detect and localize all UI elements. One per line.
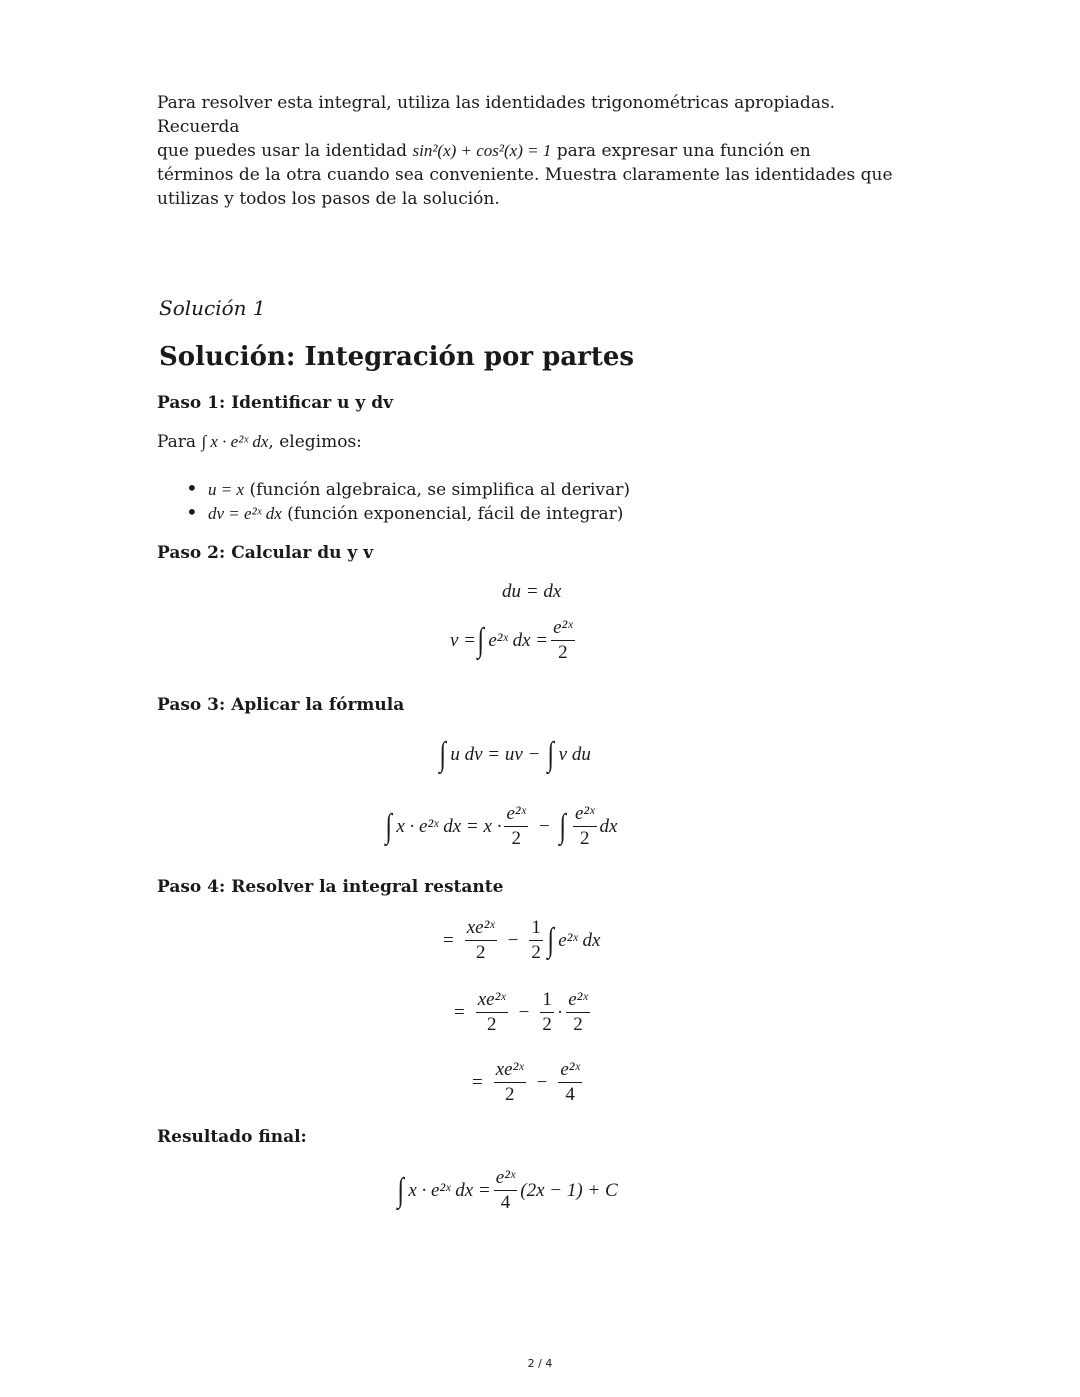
list-item xyxy=(186,476,630,500)
integral-sign: ∫ xyxy=(439,736,446,773)
step-4-heading: Paso 4: Resolver la integral restante xyxy=(157,877,504,897)
fraction xyxy=(465,918,497,963)
fraction xyxy=(566,990,590,1035)
minus-sign: − xyxy=(536,1071,548,1093)
fraction-denominator: 2 xyxy=(531,942,541,963)
fraction-denominator: 2 xyxy=(580,828,590,849)
solution-title: Solución: Integración por partes xyxy=(159,342,635,372)
fraction-denominator: 2 xyxy=(511,828,521,849)
fraction xyxy=(476,990,508,1035)
bullet-text: (función algebraica, se simplifica al derivar) xyxy=(249,480,630,500)
intro-line-1: Para resolver esta integral, utiliza las identidades trigonométricas apropiadas. Recuerda xyxy=(157,93,836,137)
fraction-denominator: 2 xyxy=(573,1014,583,1035)
fraction xyxy=(558,1060,582,1105)
intro-line-2-end: para expresar una función en xyxy=(556,141,811,161)
minus-sign: − xyxy=(518,1001,530,1023)
applied-lhs: x · e²ˣ dx = x · xyxy=(396,815,502,837)
step-1-text xyxy=(157,432,362,452)
equation-applied xyxy=(384,804,617,849)
step-3-heading: Paso 3: Aplicar la fórmula xyxy=(157,695,405,715)
equation-remaining-1 xyxy=(443,918,600,963)
fraction-denominator: 4 xyxy=(565,1084,575,1105)
fraction xyxy=(529,918,543,963)
equation-final xyxy=(396,1168,618,1213)
solution-label: Solución 1 xyxy=(159,296,266,320)
fraction-numerator: e²ˣ xyxy=(504,804,528,827)
fraction-numerator: e²ˣ xyxy=(494,1168,518,1191)
fraction-denominator: 2 xyxy=(475,942,486,963)
bullet-text: (función exponencial, fácil de integrar) xyxy=(287,504,624,524)
formula-lhs: u dv = uv − xyxy=(450,744,541,765)
intro-line-2-start: que puedes usar la identidad xyxy=(157,141,408,161)
fraction-denominator: 2 xyxy=(504,1084,515,1105)
fraction-denominator: 2 xyxy=(486,1014,497,1035)
fraction-numerator: xe²ˣ xyxy=(476,990,508,1013)
equation-du xyxy=(502,581,561,603)
identity-formula: sin²(x) + cos²(x) = 1 xyxy=(412,141,552,160)
fraction-numerator: 1 xyxy=(529,918,543,941)
integral-sign: ∫ xyxy=(547,736,555,773)
equals-sign: = xyxy=(472,1071,483,1093)
step-2-heading: Paso 2: Calcular du y v xyxy=(157,543,374,563)
minus-sign: − xyxy=(507,929,519,951)
formula-rhs: v du xyxy=(558,744,591,765)
minus-sign: − xyxy=(538,815,550,837)
choice-list xyxy=(186,476,630,524)
fraction xyxy=(504,804,528,849)
intro-paragraph xyxy=(157,91,917,211)
equation-parts-formula xyxy=(438,738,591,772)
integral-sign: ∫ xyxy=(397,1171,404,1209)
fraction xyxy=(573,804,597,849)
integral-sign: ∫ xyxy=(547,921,554,959)
fraction-numerator: e²ˣ xyxy=(558,1060,582,1083)
final-result-heading: Resultado final: xyxy=(157,1127,307,1147)
fraction xyxy=(551,618,575,663)
fraction-numerator: e²ˣ xyxy=(566,990,590,1013)
fraction-denominator: 4 xyxy=(500,1192,511,1213)
fraction xyxy=(494,1060,526,1105)
fraction-numerator: e²ˣ xyxy=(573,804,597,827)
v-integrand: e²ˣ dx = xyxy=(488,629,549,651)
final-lhs: x · e²ˣ dx = xyxy=(408,1179,491,1201)
fraction-numerator: e²ˣ xyxy=(551,618,575,641)
step-1-suffix: , elegimos: xyxy=(268,432,362,452)
fraction-denominator: 2 xyxy=(558,642,568,663)
intro-line-3: términos de la otra cuando sea conveniente. Muestra claramente las identidades que xyxy=(157,165,893,185)
step-1-prefix: Para xyxy=(157,432,197,452)
fraction xyxy=(494,1168,518,1213)
bullet-math: u = x xyxy=(208,480,245,499)
dot-operator: · xyxy=(556,1001,564,1023)
step-1-heading: Paso 1: Identificar u y dv xyxy=(157,393,393,413)
integrand: e²ˣ dx xyxy=(558,929,601,951)
equation-remaining-3 xyxy=(472,1060,585,1105)
fraction-numerator: xe²ˣ xyxy=(494,1060,526,1083)
list-item xyxy=(186,500,630,524)
equals-sign: = xyxy=(443,929,454,951)
du-expression: du = dx xyxy=(502,581,562,602)
fraction-numerator: 1 xyxy=(540,990,554,1013)
integral-sign: ∫ xyxy=(385,807,392,845)
equals-sign: = xyxy=(454,1001,465,1023)
fraction-denominator: 2 xyxy=(542,1014,552,1035)
integral-sign: ∫ xyxy=(559,807,566,845)
intro-line-2 xyxy=(157,139,917,163)
final-rhs: (2x − 1) + C xyxy=(520,1179,618,1201)
integral-sign: ∫ xyxy=(477,621,484,659)
bullet-math: dv = e²ˣ dx xyxy=(208,504,282,523)
fraction-numerator: xe²ˣ xyxy=(465,918,497,941)
equation-remaining-2 xyxy=(454,990,593,1035)
v-lhs: v = xyxy=(450,629,477,651)
fraction xyxy=(540,990,554,1035)
equation-v xyxy=(450,618,578,663)
page-number: 2 / 4 xyxy=(527,1357,553,1370)
dx: dx xyxy=(599,815,618,837)
step-1-integral: ∫ x · e²ˣ dx xyxy=(201,432,269,451)
intro-line-4: utilizas y todos los pasos de la solución. xyxy=(157,189,500,209)
